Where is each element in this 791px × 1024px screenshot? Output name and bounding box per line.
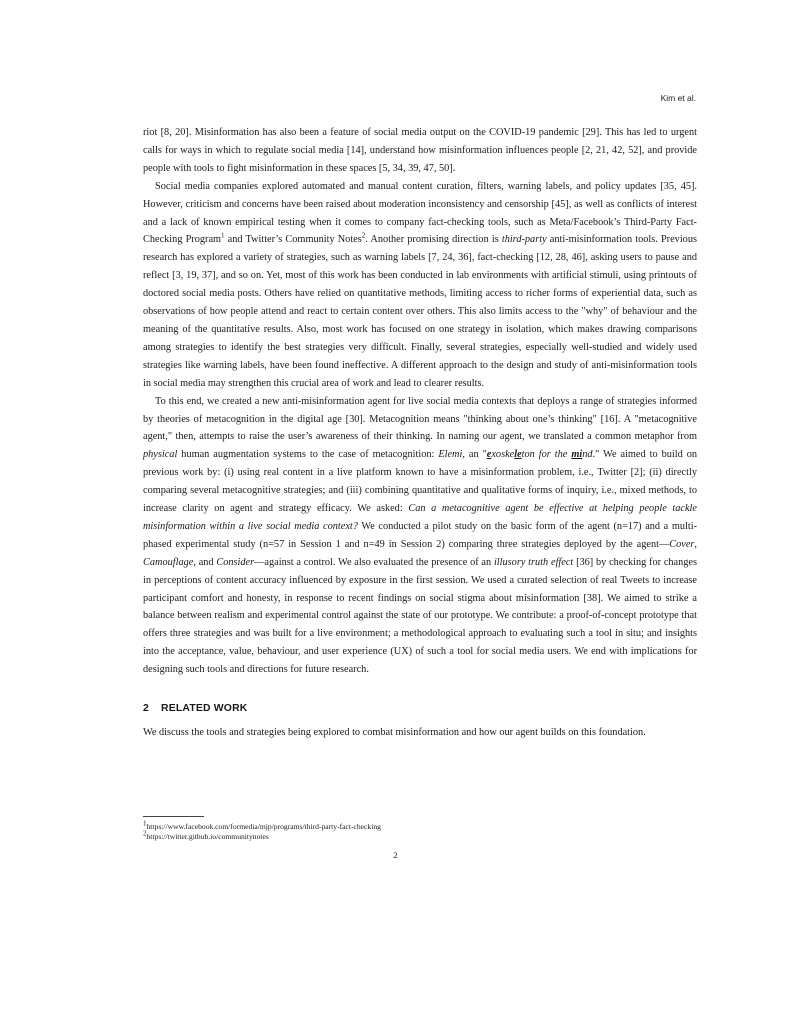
text-run: illusory truth effect [493, 556, 574, 568]
footnote-url[interactable]: https://www.facebook.com/formedia/mjp/programs/third-party-fact-checking [146, 822, 381, 831]
paragraph-2 [143, 178, 697, 393]
text-run: physical [143, 449, 178, 461]
footnote-1 [143, 819, 381, 832]
section-heading [143, 703, 247, 714]
text-run: We conducted a pilot study on the basic form of the agent (n=17) and a multi-phased experimental study (n=57 in Session 1 and n=49 in Session 2) comparing three strategies deployed by the agent— [143, 520, 697, 550]
text-run: Cover [669, 538, 695, 550]
text-run: and Twitter’s Community Notes [224, 234, 362, 246]
section-number: 2 [143, 703, 149, 714]
text-run: riot [8, 20]. Misinformation has also been a feature of social media output on the COVID-19 pandemic [29]. This has led to urgent calls for ways in which to regulate social media [14], understand how misinformation influences people [2, 21, 42, 52], and provide people with tools to fight misinformation in these spaces [5, 34, 39, 47, 50]. [143, 127, 697, 174]
text-run: human augmentation systems to the case of metacognition: [177, 449, 439, 461]
text-run: third-party [501, 234, 547, 246]
text-run: . Another promising direction is [365, 234, 502, 246]
text-run: —against a control. We also evaluated the presence of an [254, 556, 494, 568]
footnote-mark: 2 [143, 829, 147, 838]
body-text [143, 124, 697, 679]
page-number: 2 [393, 850, 398, 860]
footnote-ref: 2 [361, 232, 366, 241]
text-run: Can a metacognitive agent be effective at helping people tackle misinformation within a live social media context? [143, 503, 697, 532]
footnote-mark: 1 [143, 819, 147, 828]
text-run: mi [571, 449, 583, 461]
related-work-intro: We discuss the tools and strategies being explored to combat misinformation and how our agent builds on this foundation. [143, 727, 646, 738]
text-run: nd [582, 449, 593, 461]
running-header: Kim et al. [660, 93, 696, 103]
text-run: , and [193, 556, 217, 568]
text-run: , [694, 538, 697, 550]
footnote-2 [143, 829, 269, 842]
footnote-rule [143, 816, 204, 817]
text-run: Elemi [438, 449, 463, 461]
text-run: anti-misinformation tools. Previous research has explored a variety of strategies, such as warning labels [7, 24, 36], fact-checking [12, 28, 46], asking users to pause and reflect [3, 19, 37], and so on. Yet, most of this work has been conducted in lab environments with artificial stimuli, using printouts of doctored social media posts. Others have relied on quantitative methods, limiting access to richer forms of experiential data, such as observations of how people attend and react to certain content over others. This also limits access to the "why" of behaviour and the meaning of the quantitative results. Also, most work has focused on one strategy in isolation, which makes drawing comparisons among strategies to identify the best strategies very difficult. Finally, several strategies, especially well-studied and widely used strategies like warning labels, have been found ineffective. A different approach to the design and study of anti-misinformation tools in social media may strengthen this crucial area of work and lead to clearer results. [143, 234, 697, 389]
text-run: [36] by checking for changes in perceptions of content accuracy influenced by exposure in the first session. We used a curated selection of real Tweets to increase participant comfort and honesty, in response to recent findings on social stigma about misinformation [38]. We aimed to strike a balance between realism and experimental control against the state of our prototype. We contribute: a proof-of-concept prototype that offers three strategies and was built for a live environment; a methodological approach to evaluating such a tool in situ; and insights into the acceptance, value, behaviour, and user experience (UX) of such a tool for social media users. We end with implications for designing such tools and directions for future research. [143, 556, 697, 676]
text-run: le [514, 449, 522, 461]
text-run: ton for the [521, 449, 572, 461]
paragraph-1 [143, 124, 697, 178]
text-run: Camouflage [143, 556, 194, 568]
text-run: To this end, we created a new anti-misinformation agent for live social media contexts that deploys a range of strategies informed by theories of metacognition in the digital age [30]. Metacognition means "thinking about one’s thinking" [16]. A "metacognitive agent," then, attempts to raise the user’s awareness of their thinking. In naming our agent, we translated a common metaphor from [143, 395, 697, 443]
text-run: , an " [462, 449, 487, 461]
paragraph-3 [143, 393, 697, 680]
text-run: Social media companies explored automated and manual content curation, filters, warning labels, and policy updates [35, 45]. However, criticism and concerns have been raised about moderation inconsistency and censorship [45], as well as conflicts of interest and a lack of known empirical testing when it comes to company fact-checking tools, such as Meta/Facebook’s Third-Party Fact-Checking Program [143, 180, 697, 246]
section-title: RELATED WORK [161, 703, 248, 714]
text-run: Consider [216, 556, 255, 568]
footnote-url[interactable]: https://twitter.github.io/communitynotes [146, 832, 269, 841]
footnote-ref: 1 [221, 232, 225, 241]
text-run: xoske [491, 449, 515, 461]
text-run: e [486, 449, 492, 461]
text-run: ." We aimed to build on previous work by: (i) using real content in a live platform known to have a misinformation problem, i.e., Twitter [2]; (ii) directly comparing several metacognitive strategies; and (iii) combining quantitative and qualitative forms of inquiry, i.e., mixed methods, to increase clarity on agent and strategy efficacy. We asked: [143, 449, 697, 515]
